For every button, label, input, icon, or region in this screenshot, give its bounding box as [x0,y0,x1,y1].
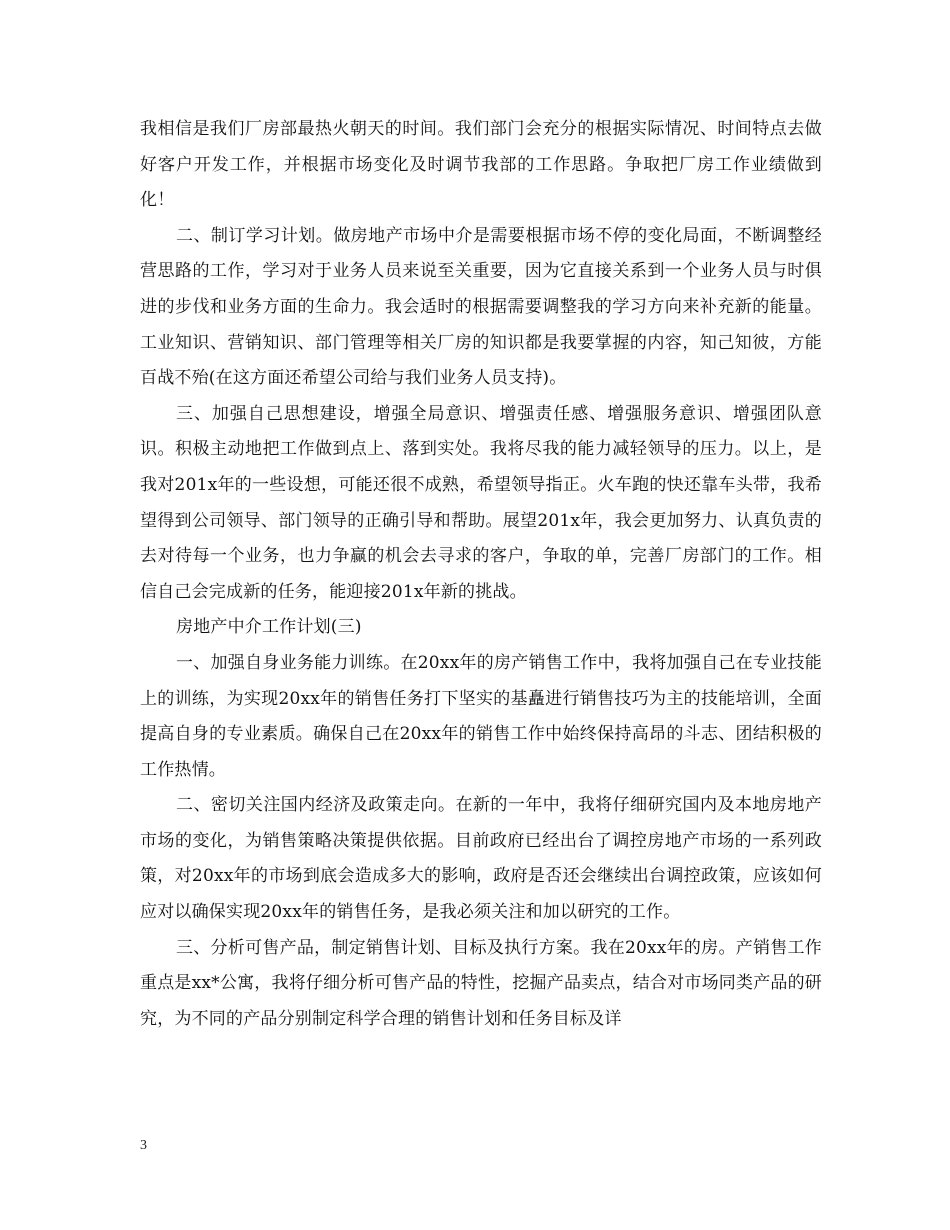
body-text [140,112,822,1037]
paragraph-sales-plan: 三、分析可售产品，制定销售计划、目标及执行方案。我在20xx年的房。产销售工作重点是xx*公寓，我将仔细分析可售产品的特性，挖掘产品卖点，结合对市场同类产品的研究，为不同的产品分别制定科学合理的销售计划和任务目标及详 [140,937,822,1029]
paragraph-policy: 二、密切关注国内经济及政策走向。在新的一年中，我将仔细研究国内及本地房地产市场的变化，为销售策略决策提供依据。目前政府已经出台了调控房地产市场的一系列政策，对20xx年的市场到底会造成多大的影响，政府是否还会继续出台调控政策，应该如何应对以确保实现20xx年的销售任务，是我必须关注和加以研究的工作。 [140,795,822,923]
paragraph-ideology: 三、加强自己思想建设，增强全局意识、增强责任感、增强服务意识、增强团队意识。积极主动地把工作做到点上、落到实处。我将尽我的能力减轻领导的压力。以上，是我对201x年的一些设想，可能还很不成熟，希望领导指正。火车跑的快还靠车头带，我希望得到公司领导、部门领导的正确引导和帮助。展望201x年，我会更加努力、认真负责的去对待每一个业务，也力争赢的机会去寻求的客户，争取的单，完善厂房部门的工作。相信自己会完成新的任务，能迎接201x年新的挑战。 [140,403,822,602]
page-number: 3 [140,1138,147,1153]
paragraph-learning-plan: 二、制订学习计划。做房地产市场中介是需要根据市场不停的变化局面，不断调整经营思路的工作，学习对于业务人员来说至关重要，因为它直接关系到一个业务人员与时俱进的步伐和业务方面的生命力。我会适时的根据需要调整我的学习方向来补充新的能量。工业知识、营销知识、部门管理等相关厂房的知识都是我要掌握的内容，知己知彼，方能百战不殆(在这方面还希望公司给与我们业务人员支持)。 [140,225,822,389]
section-heading: 房地产中介工作计划(三) [176,617,362,638]
paragraph-skills-training: 一、加强自身业务能力训练。在20xx年的房产销售工作中，我将加强自己在专业技能上的训练，为实现20xx年的销售任务打下坚实的基矗进行销售技巧为主的技能培训，全面提高自身的专业素质。确保自己在20xx年的销售工作中始终保持高昂的斗志、团结积极的工作热情。 [140,652,822,780]
paragraph-continuation: 我相信是我们厂房部最热火朝天的时间。我们部门会充分的根据实际情况、时间特点去做好客户开发工作，并根据市场变化及时调节我部的工作思路。争取把厂房工作业绩做到化！ [140,119,822,211]
